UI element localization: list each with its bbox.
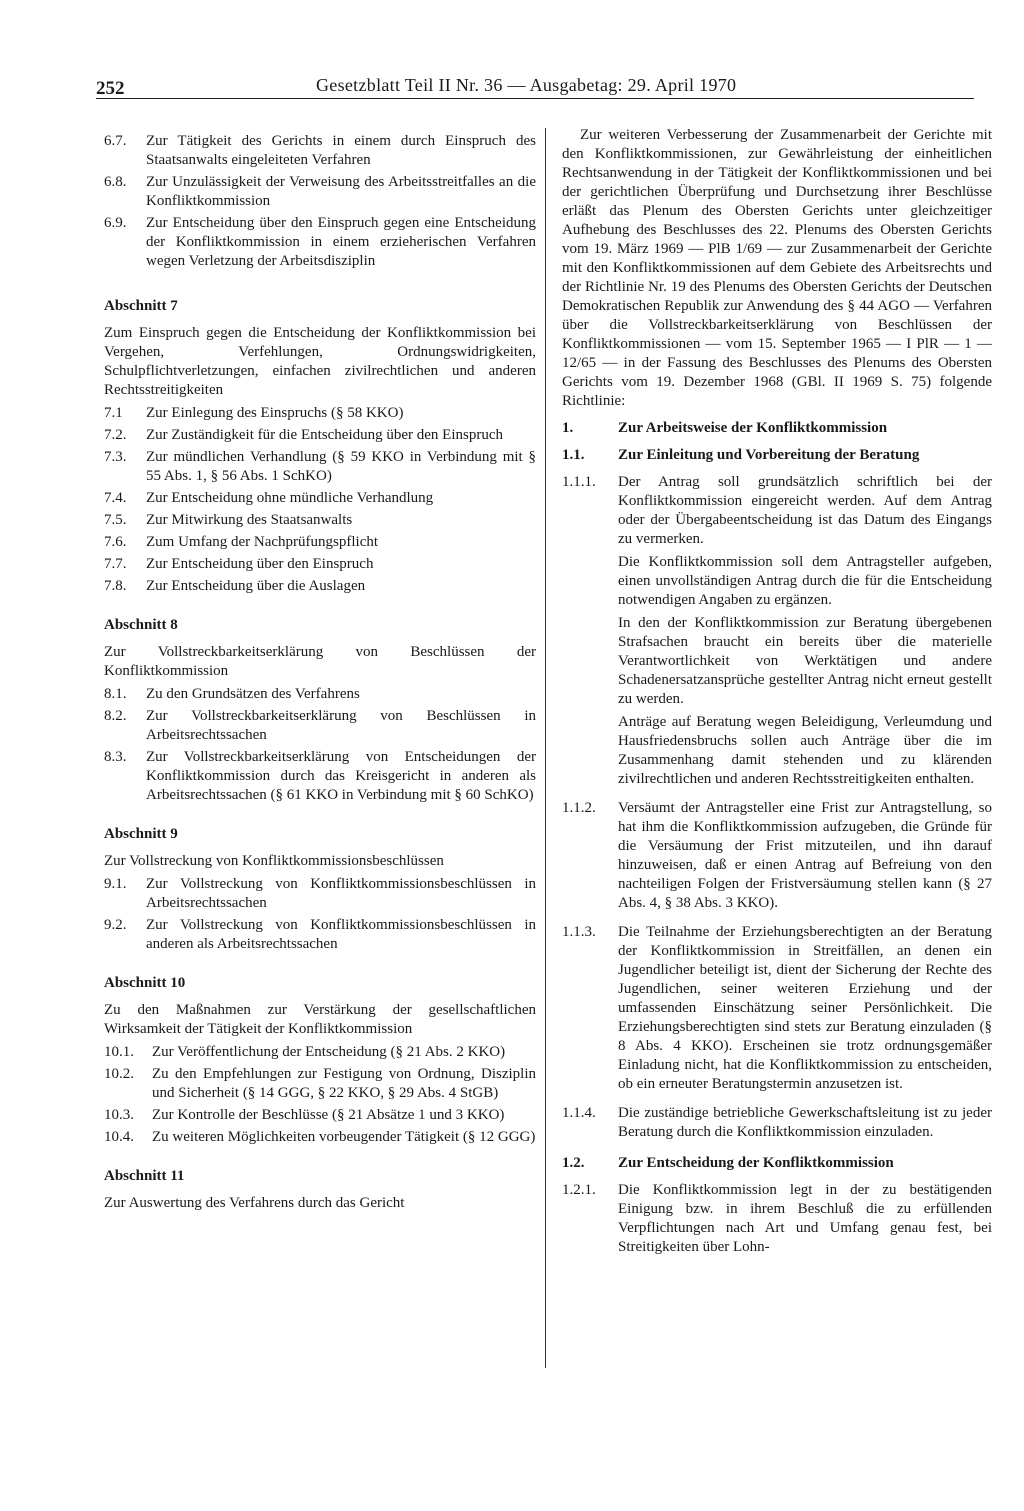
section-heading: Abschnitt 10 [104, 975, 186, 991]
list-item: 7.8. Zur Entscheidung über die Auslagen [104, 578, 366, 594]
heading-1: 1. Zur Arbeitsweise der Konfliktkommission [562, 420, 888, 436]
section-title: Zu den Maßnahmen zur Verstärkung der gesellschaftlichen Wirksamkeit der Tätigkeit der Konfliktkommission [104, 1002, 536, 1037]
section-title: Zur Vollstreckung von Konfliktkommissionsbeschlüssen [104, 853, 444, 869]
list-item: 7.1 Zur Einlegung des Einspruchs (§ 58 KKO) [104, 405, 404, 421]
list-item: 8.1. Zu den Grundsätzen des Verfahrens [104, 686, 360, 702]
paragraph-1-1-1: 1.1.1. Der Antrag soll grundsätzlich schriftlich bei der Konfliktkommission eingereicht werden. Auf dem Antrag oder der Übergabeentscheidung ist das Datum des Eingangs zu vermerken. Die Konfliktkommission soll dem Antragsteller aufgeben, einen unvollständigen Antrag durch die für die Entscheidung notwendigen Angaben zu ergänzen. In den der Konfliktkommission zur Beratung übergebenen Strafsachen braucht ein bereits über die materielle Verantwortlichkeit von Werktätigen und andere Schadenersatzansprüche gestellter Antrag nicht erneut gestellt zu werden. Anträge auf Beratung wegen Beleidigung, Verleumdung und Hausfriedensbruchs sollen auch Anträge über die im Zusammenhang damit stehenden und zu klärenden zivilrechtlichen und anderen Rechtsstreitigkeiten enthalten. [562, 474, 992, 787]
list-item: 7.6. Zum Umfang der Nachprüfungspflicht [104, 534, 379, 550]
list-item: 7.3. Zur mündlichen Verhandlung (§ 59 KKO in Verbindung mit § 55 Abs. 1, § 56 Abs. 1 SchKO) [104, 449, 536, 484]
list-item: 6.8. Zur Unzulässigkeit der Verweisung des Arbeitsstreitfalles an die Konfliktkommission [104, 174, 536, 209]
list-item: 7.2. Zur Zuständigkeit für die Entscheidung über den Einspruch [104, 427, 503, 443]
section-heading: Abschnitt 11 [104, 1168, 185, 1184]
heading-1-1: 1.1. Zur Einleitung und Vorbereitung der Beratung [562, 447, 920, 463]
list-item: 10.1. Zur Veröffentlichung der Entscheidung (§ 21 Abs. 2 KKO) [104, 1044, 506, 1060]
section-title: Zum Einspruch gegen die Entscheidung der Konfliktkommission bei Vergehen, Verfehlungen, Ordnungswidrigkeiten, Schulpflichtverletzungen, einfachen zivilrechtlichen und anderen Rechtsstreitigkeiten [104, 325, 536, 398]
column-divider [545, 128, 546, 1368]
list-item: 10.3. Zur Kontrolle der Beschlüsse (§ 21 Absätze 1 und 3 KKO) [104, 1107, 505, 1123]
right-column [562, 126, 992, 1267]
page-number: 252 [96, 78, 125, 99]
paragraph-1-1-4: 1.1.4. Die zuständige betriebliche Gewerkschaftsleitung ist zu jeder Beratung durch die Konfliktkommission einzuladen. [562, 1105, 992, 1140]
list-item: 9.2. Zur Vollstreckung von Konfliktkommissionsbeschlüssen in anderen als Arbeitsrechtssachen [104, 917, 536, 952]
list-item: 6.9. Zur Entscheidung über den Einspruch gegen eine Entscheidung der Konfliktkommission in einem erzieherischen Verfahren wegen Verletzung der Arbeitsdisziplin [104, 215, 536, 269]
page-header [96, 74, 974, 99]
paragraph-1-1-3: 1.1.3. Die Teilnahme der Erziehungsberechtigten an der Beratung der Konfliktkommission in Streitfällen, an denen ein Jugendlicher beteiligt ist, dient der Sicherung der Rechte des Jugendlichen, seiner weiteren Erziehung und der umfassenden Einschätzung seiner Persönlichkeit. Die Erziehungsberechtigten sind stets zur Beratung einzuladen (§ 8 Abs. 4 KKO). Erscheinen sie trotz ordnungsgemäßer Einladung nicht, hat die Konfliktkommission zu entscheiden, ob ein erneuter Beratungstermin anzusetzen ist. [562, 924, 992, 1092]
section-heading: Abschnitt 9 [104, 826, 178, 842]
list-item: 7.4. Zur Entscheidung ohne mündliche Verhandlung [104, 490, 434, 506]
list-item: 7.5. Zur Mitwirkung des Staatsanwalts [104, 512, 353, 528]
list-item: 7.7. Zur Entscheidung über den Einspruch [104, 556, 374, 572]
intro-paragraph: Zur weiteren Verbesserung der Zusammenarbeit der Gerichte mit den Konfliktkommissionen, zur Gewährleistung der einheitlichen Rechtsanwendung in der Tätigkeit der Konfliktkommissionen und bei der gerichtlichen Überprüfung und Durchsetzung ihrer Beschlüsse erläßt das Plenum des Obersten Gerichts unter gleichzeitiger Aufhebung des Beschlusses des 22. Plenums des Obersten Gerichts vom 19. März 1969 — PlB 1/69 — zur Zusammenarbeit der Gerichte mit den Konfliktkommissionen auf dem Gebiete des Arbeitsrechts und der Richtlinie Nr. 19 des Plenums des Obersten Gerichts der Deutschen Demokratischen Republik zur Anwendung des § 44 AGO — Verfahren über die Vollstreckbarkeitserklärung von Beschlüssen der Konfliktkommissionen — vom 15. September 1965 — I PlR — 1 — 12/65 — in der Fassung des Beschlusses des Plenums des Obersten Gerichts vom 19. Dezember 1968 (GBl. II 1969 S. 75) folgende Richtlinie: [562, 127, 992, 409]
header-title: Gesetzblatt Teil II Nr. 36 — Ausgabetag: 29. April 1970 [316, 75, 737, 95]
paragraph-1-2-1: 1.2.1. Die Konfliktkommission legt in der zu bestätigenden Einigung bzw. in ihrem Beschluß die zu erfüllenden Verpflichtungen nach Art und Umfang genau fest, bei Streitigkeiten über Lohn- [562, 1182, 992, 1255]
list-item: 9.1. Zur Vollstreckung von Konfliktkommissionsbeschlüssen in Arbeitsrechtssachen [104, 876, 536, 911]
paragraph-1-1-2: 1.1.2. Versäumt der Antragsteller eine Frist zur Antragstellung, so hat ihm die Konfliktkommission aufzugeben, die Gründe für die Versäumung der Frist mitzuteilen, und ihn darauf hinzuweisen, daß er einen Antrag auf Befreiung von den nachteiligen Folgen der Fristversäumung stellen kann (§ 27 Abs. 4, § 38 Abs. 3 KKO). [562, 800, 992, 911]
list-item: 10.4. Zu weiteren Möglichkeiten vorbeugender Tätigkeit (§ 12 GGG) [104, 1129, 536, 1145]
list-item: 8.3. Zur Vollstreckbarkeitserklärung von Entscheidungen der Konfliktkommission durch das Kreisgericht in anderen als Arbeitsrechtssachen (§ 61 KKO in Verbindung mit § 60 SchKO) [104, 749, 536, 803]
list-item: 10.2. Zu den Empfehlungen zur Festigung von Ordnung, Disziplin und Sicherheit (§ 14 GGG, § 22 KKO, § 29 Abs. 4 StGB) [104, 1066, 536, 1101]
list-item: 8.2. Zur Vollstreckbarkeitserklärung von Beschlüssen in Arbeitsrechtssachen [104, 708, 536, 743]
section-heading: Abschnitt 8 [104, 617, 178, 633]
section-title: Zur Auswertung des Verfahrens durch das Gericht [104, 1195, 405, 1211]
left-column [104, 132, 536, 1217]
list-item: 6.7. Zur Tätigkeit des Gerichts in einem durch Einspruch des Staatsanwalts eingeleiteten Verfahren [104, 133, 536, 168]
section-title: Zur Vollstreckbarkeitserklärung von Beschlüssen der Konfliktkommission [104, 644, 536, 679]
heading-1-2: 1.2. Zur Entscheidung der Konfliktkommission [562, 1155, 894, 1171]
section-heading: Abschnitt 7 [104, 298, 178, 314]
